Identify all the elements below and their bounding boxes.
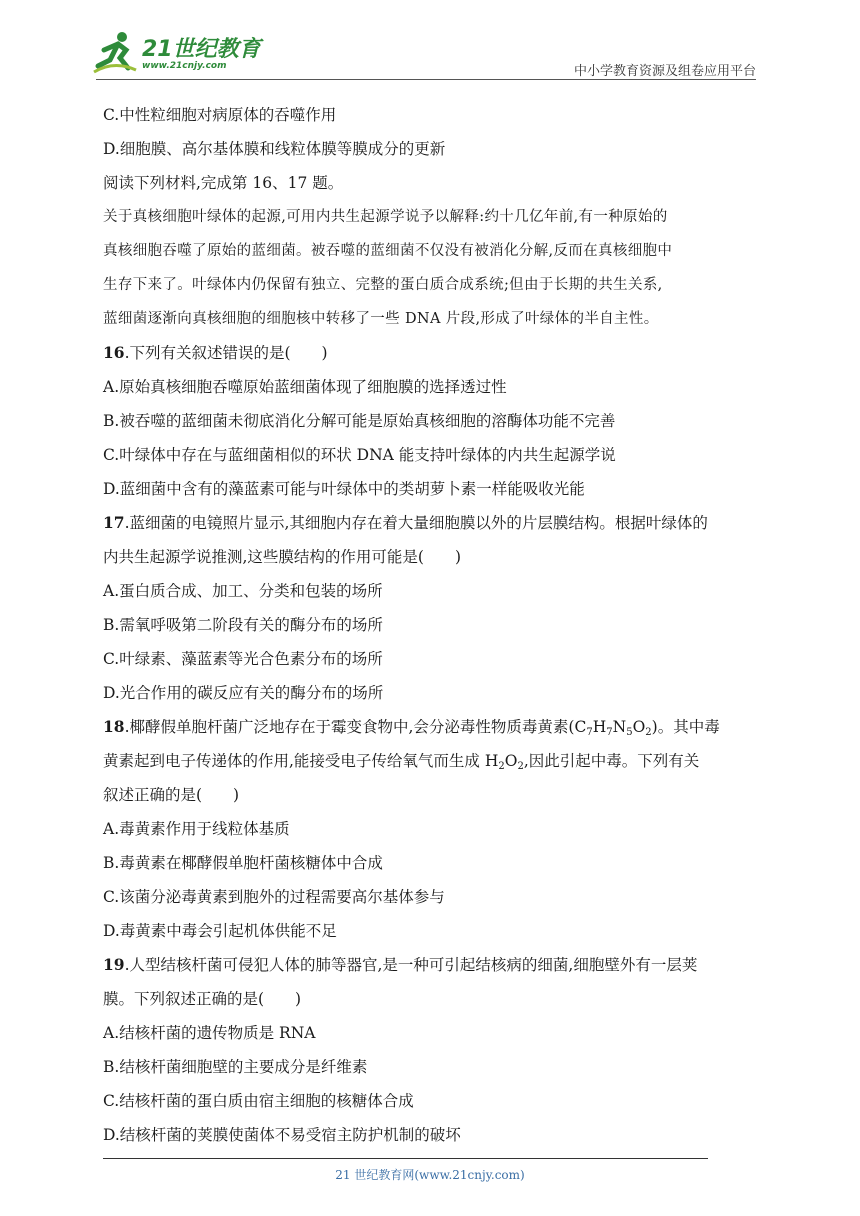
option-c-18: C.该菌分泌毒黄素到胞外的过程需要高尔基体参与 [103,888,445,906]
option-c-19: C.结核杆菌的蛋白质由宿主细胞的核糖体合成 [103,1092,414,1110]
option-b-18: B.毒黄素在椰酵假单胞杆菌核糖体中合成 [103,854,383,872]
passage-line: 真核细胞吞噬了原始的蓝细菌。被吞噬的蓝细菌不仅没有被消化分解,反而在真核细胞中 [103,243,673,259]
question-18-stem-cont: 黄素起到电子传递体的作用,能接受电子传给氧气而生成 $H_2O_2$,因此引起中毒。下列有关 [103,752,700,772]
header-divider [96,79,756,80]
option-d-18: D.毒黄素中毒会引起机体供能不足 [103,922,337,940]
site-logo[interactable] [92,30,262,78]
option-a-16: A.原始真核细胞吞噬原始蓝细菌体现了细胞膜的选择透过性 [103,378,507,396]
option-a-19: A.结核杆菌的遗传物质是 RNA [103,1024,316,1042]
platform-name: 中小学教育资源及组卷应用平台 [573,64,756,79]
option-c-17: C.叶绿素、藻蓝素等光合色素分布的场所 [103,650,383,668]
logo-url: www.21cnjy.com [142,61,227,71]
question-18-stem: 18.椰酵假单胞杆菌广泛地存在于霉变食物中,会分泌毒性物质毒黄素$(C_7H_7N_5O_2)$。其中毒 [103,717,720,738]
option-d-19: D.结核杆菌的荚膜使菌体不易受宿主防护机制的破坏 [103,1126,461,1144]
option-c-16: C.叶绿体中存在与蓝细菌相似的环状 DNA 能支持叶绿体的内共生起源学说 [103,446,616,464]
question-number: 16 [103,343,125,362]
option-d-16: D.蓝细菌中含有的藻蓝素可能与叶绿体中的类胡萝卜素一样能吸收光能 [103,480,585,498]
logo-text: 21世纪教育 [142,37,261,62]
question-number: 18 [103,717,125,736]
question-content [103,98,763,1152]
reading-intro: 阅读下列材料,完成第 16、17 题。 [103,174,344,192]
page-header [0,0,860,80]
passage-line: 生存下来了。叶绿体内仍保留有独立、完整的蛋白质合成系统;但由于长期的共生关系, [103,277,663,293]
option-a-17: A.蛋白质合成、加工、分类和包装的场所 [103,582,383,600]
runner-icon [92,30,138,74]
option-b-16: B.被吞噬的蓝细菌未彻底消化分解可能是原始真核细胞的溶酶体功能不完善 [103,412,616,430]
passage-line: 关于真核细胞叶绿体的起源,可用内共生起源学说予以解释:约十几亿年前,有一种原始的 [103,209,668,225]
option-b-17: B.需氧呼吸第二阶段有关的酶分布的场所 [103,616,383,634]
question-19-stem: 19.人型结核杆菌可侵犯人体的肺等器官,是一种可引起结核病的细菌,细胞壁外有一层荚 [103,955,698,974]
question-16-stem: 16.下列有关叙述错误的是( ) [103,343,328,362]
footer-link[interactable]: 21 世纪教育网(www.21cnjy.com) [335,1168,525,1182]
reading-passage [103,200,763,336]
footer-divider [103,1158,708,1159]
question-17-stem: 17.蓝细菌的电镜照片显示,其细胞内存在着大量细胞膜以外的片层膜结构。根据叶绿体的 [103,513,708,532]
option-a-18: A.毒黄素作用于线粒体基质 [103,820,290,838]
option-c-15: C.中性粒细胞对病原体的吞噬作用 [103,106,337,124]
question-18-stem-end: 叙述正确的是( ) [103,786,240,804]
passage-line: 蓝细菌逐渐向真核细胞的细胞核中转移了一些 DNA 片段,形成了叶绿体的半自主性。 [103,311,659,327]
question-17-stem-cont: 内共生起源学说推测,这些膜结构的作用可能是( ) [103,548,462,566]
question-number: 17 [103,513,125,532]
option-d-17: D.光合作用的碳反应有关的酶分布的场所 [103,684,384,702]
question-number: 19 [103,955,125,974]
question-19-stem-cont: 膜。下列叙述正确的是( ) [103,990,302,1008]
option-d-15: D.细胞膜、高尔基体膜和线粒体膜等膜成分的更新 [103,140,446,158]
option-b-19: B.结核杆菌细胞壁的主要成分是纤维素 [103,1058,368,1076]
